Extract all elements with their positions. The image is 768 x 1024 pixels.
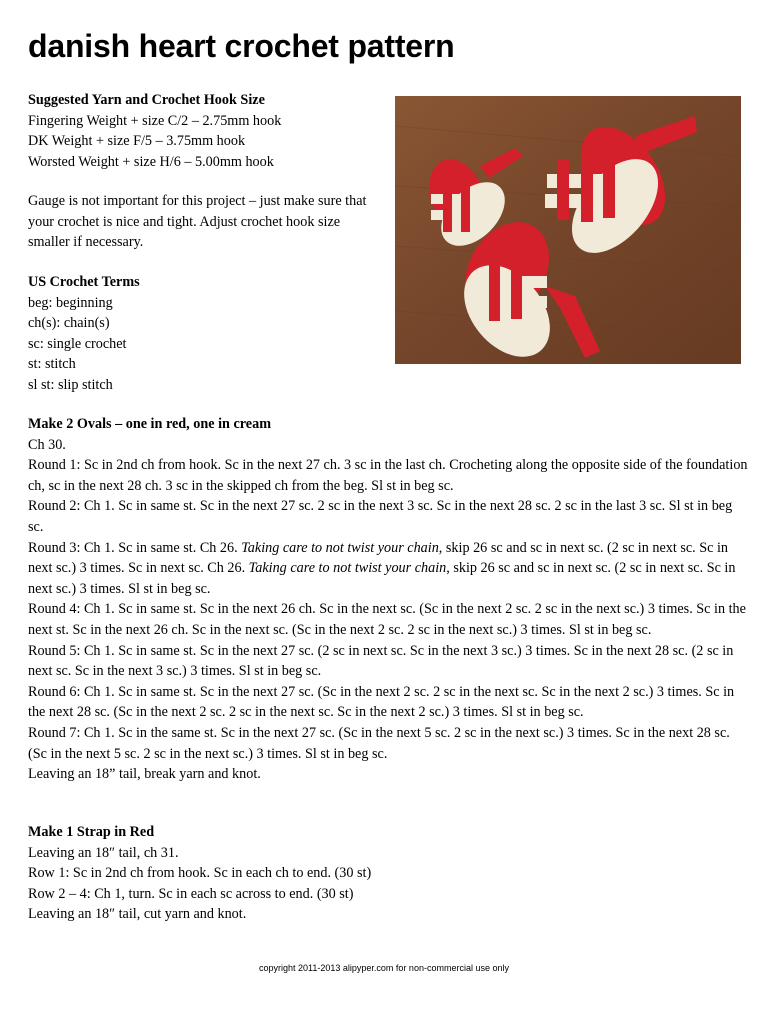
round-3-note-1: Taking care to not twist your chain	[241, 539, 439, 556]
yarn-line: Worsted Weight + size H/6 – 5.00mm hook	[28, 153, 274, 170]
round-5: Round 5: Ch 1. Sc in same st. Sc in the next 27 sc. (2 sc in next sc. Sc in the next 3 sc.) 3 times. Sc in the next 28 sc. (2 sc in next sc. Sc in the next 3 sc.) 3 times. Sl st in beg sc.	[28, 642, 734, 680]
ovals-ch: Ch 30.	[28, 436, 66, 453]
terms-section	[28, 272, 140, 396]
danish-hearts-photo	[395, 96, 741, 364]
strap-line: Row 1: Sc in 2nd ch from hook. Sc in each ch to end. (30 st)	[28, 865, 372, 882]
ovals-heading: Make 2 Ovals – one in red, one in cream	[28, 416, 272, 432]
gauge-line: your crochet is nice and tight. Adjust crochet hook size	[28, 213, 341, 230]
gauge-line: Gauge is not important for this project – just make sure that	[28, 193, 367, 209]
round-1: Round 1: Sc in 2nd ch from hook. Sc in the next 27 ch. 3 sc in the last ch. Crocheting along the opposite side of the foundation ch, sc in the next 28 ch. 3 sc in the skipped ch from the beg. Sl st in beg sc.	[28, 457, 748, 494]
round-3-text-a: Round 3: Ch 1. Sc in same st. Ch 26.	[28, 539, 242, 556]
round-2: Round 2: Ch 1. Sc in same st. Sc in the next 27 sc. 2 sc in the next 3 sc. Sc in the next 28 sc. 2 sc in the last 3 sc. Sl st in beg sc.	[28, 498, 733, 535]
strap-line: Leaving an 18″ tail, ch 31.	[28, 844, 179, 861]
term-item: beg: beginning	[28, 294, 113, 311]
yarn-line: DK Weight + size F/5 – 3.75mm hook	[28, 133, 246, 150]
term-item: sl st: slip stitch	[28, 376, 113, 393]
gauge-section	[28, 191, 366, 253]
term-item: st: stitch	[28, 356, 76, 373]
round-6: Round 6: Ch 1. Sc in same st. Sc in the next 27 sc. (Sc in the next 2 sc. 2 sc in the next sc. Sc in the next 2 sc.) 3 times. Sc in the next 28 sc. (Sc in the next 2 sc. 2 sc in the next sc. Sc in the next 2 sc.) 3 times. Sl st in beg sc.	[28, 683, 735, 721]
strap-line: Row 2 – 4: Ch 1, turn. Sc in each sc across to end. (30 st)	[28, 885, 354, 902]
yarn-heading: Suggested Yarn and Crochet Hook Size	[28, 92, 265, 108]
round-7: Round 7: Ch 1. Sc in the same st. Sc in the next 27 sc. (Sc in the next 5 sc. 2 sc in the next sc.) 3 times. Sc in the next 28 sc. (Sc in the next 5 sc. 2 sc in the next sc.) 3 times. Sl st in beg sc.	[28, 724, 730, 762]
round-3	[28, 538, 748, 600]
strap-section	[28, 822, 748, 925]
page-title: danish heart crochet pattern	[28, 28, 455, 64]
round-3-text-b: , skip 26 sc and sc in next sc. (2 sc in next sc. Sc in next sc.) 3 times. Sc in next sc. Ch 26.	[28, 539, 729, 577]
strap-line: Leaving an 18″ tail, cut yarn and knot.	[28, 906, 247, 923]
yarn-line: Fingering Weight + size C/2 – 2.75mm hook	[28, 112, 282, 129]
term-item: sc: single crochet	[28, 335, 127, 352]
ovals-tail: Leaving an 18” tail, break yarn and knot.	[28, 766, 261, 783]
round-3-text-c: , skip 26 sc and sc in next sc. (2 sc in next sc. Sc in next sc.) 3 times. Sl st in beg sc.	[28, 560, 736, 597]
gauge-line: smaller if necessary.	[28, 234, 144, 251]
strap-heading: Make 1 Strap in Red	[28, 824, 155, 840]
round-4: Round 4: Ch 1. Sc in same st. Sc in the next 26 ch. Sc in the next sc. (Sc in the next 2 sc. 2 sc in the next sc.) 3 times. Sc in the next st. Sc in the next 26 ch. Sc in the next sc. (Sc in the next 2 sc. 2 sc in the next sc.) 3 times. Sl st in beg sc.	[28, 601, 746, 638]
terms-heading: US Crochet Terms	[28, 274, 140, 290]
round-3-note-2: Taking care to not twist your chain	[248, 560, 447, 577]
yarn-section	[28, 90, 281, 172]
ovals-section	[28, 414, 748, 785]
term-item: ch(s): chain(s)	[28, 315, 110, 332]
photo-illustration	[395, 96, 741, 364]
copyright-footer: copyright 2011-2013 alipyper.com for non-commercial use only	[259, 963, 509, 973]
